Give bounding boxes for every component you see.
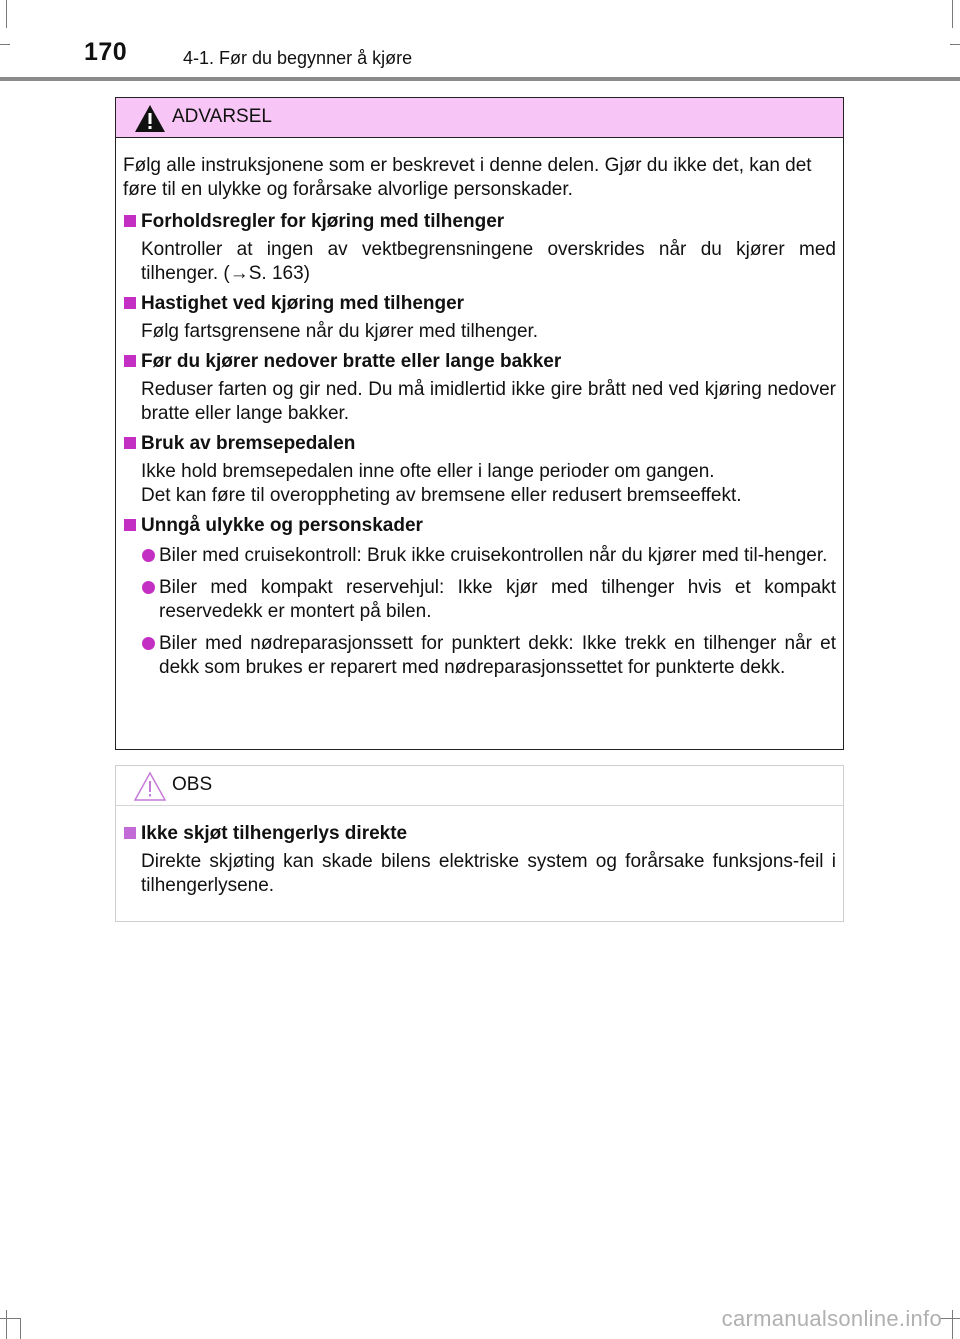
round-bullet-icon (142, 637, 155, 650)
obs-header (116, 766, 843, 806)
subheading: Bruk av bremsepedalen (123, 432, 836, 456)
subheading: Før du kjører nedover bratte eller lange bakker (123, 350, 836, 374)
caution-triangle-icon (134, 771, 166, 801)
warning-label: ADVARSEL (172, 106, 272, 127)
square-bullet-icon (124, 355, 136, 367)
square-bullet-icon (124, 827, 136, 839)
square-bullet-icon (124, 437, 136, 449)
paragraph: Det kan føre til overoppheting av bremsene eller redusert bremseeffekt. (141, 485, 742, 506)
crop-mark (0, 1318, 20, 1319)
crop-mark (952, 1310, 953, 1339)
subheading: Forholdsregler for kjøring med tilhenger (123, 210, 836, 234)
crop-mark (940, 1318, 960, 1319)
subheading: Unngå ulykke og personskader (123, 514, 836, 538)
paragraph: Reduser farten og gir ned. Du må imidlertid ikke gire brått ned ved kjøring nedover bratte eller lange bakker. (141, 379, 836, 424)
subheading: Ikke skjøt tilhengerlys direkte (123, 822, 836, 846)
square-bullet-icon (124, 297, 136, 309)
paragraph: Følg fartsgrensene når du kjører med tilhenger. (141, 321, 539, 342)
warning-header (116, 98, 843, 138)
square-bullet-icon (124, 215, 136, 227)
bullet-item: Biler med cruisekontroll: Bruk ikke cruisekontrollen når du kjører med til-henger. (123, 544, 836, 568)
page-number: 170 (84, 38, 128, 66)
obs-label: OBS (172, 774, 213, 795)
bullet-item: Biler med kompakt reservehjul: Ikke kjør med tilhenger hvis et kompakt reservedekk er montert på bilen. (123, 576, 836, 624)
round-bullet-icon (142, 581, 155, 594)
paragraph: Direkte skjøting kan skade bilens elektriske system og forårsake funksjons-feil i tilhengerlysene. (141, 851, 836, 896)
warning-box (115, 97, 844, 750)
paragraph: Kontroller at ingen av vektbegrensningene overskrides når du kjører med tilhenger. (→S. 163) (141, 239, 836, 284)
paragraph: Ikke hold bremsepedalen inne ofte eller i lange perioder om gangen. (141, 461, 715, 482)
warning-intro: Følg alle instruksjonene som er beskrevet i denne delen. Gjør du ikke det, kan det føre til en ulykke og forårsake alvorlige personskader. (123, 155, 812, 200)
crop-mark (6, 1310, 7, 1339)
square-bullet-icon (124, 519, 136, 531)
section-title: 4-1. Før du begynner å kjøre (183, 48, 413, 68)
warning-triangle-icon (134, 103, 166, 133)
bullet-item: Biler med nødreparasjonssett for punktert dekk: Ikke trekk en tilhenger når et dekk som brukes er reparert med nødreparasjonssettet for punkterte dekk. (123, 632, 836, 680)
subheading: Hastighet ved kjøring med tilhenger (123, 292, 836, 316)
obs-body (116, 806, 843, 898)
header-rule (0, 77, 960, 81)
round-bullet-icon (142, 549, 155, 562)
watermark: carmanualsonline.info (721, 1306, 942, 1331)
crop-mark (20, 1318, 21, 1339)
warning-body (116, 138, 843, 680)
page-header (0, 0, 960, 82)
obs-box (115, 765, 844, 922)
